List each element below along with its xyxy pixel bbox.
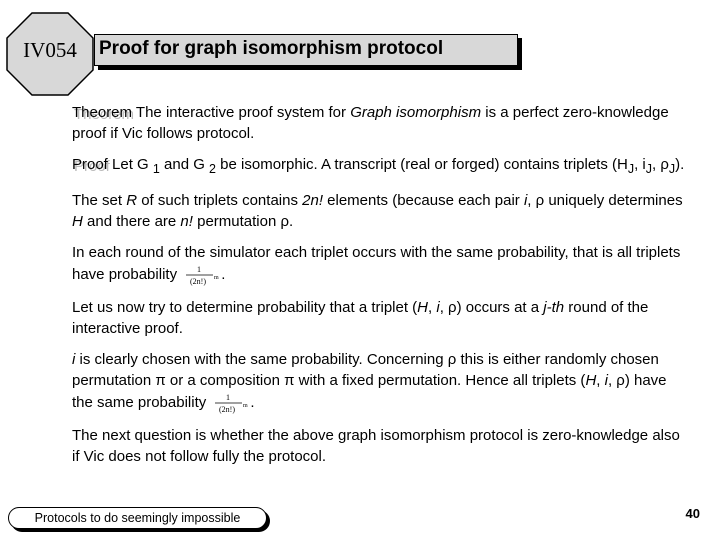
var-i: i — [436, 299, 440, 316]
text: , — [428, 299, 437, 316]
text: and there are — [82, 213, 181, 230]
slide-title: Proof for graph isomorphism protocol — [99, 38, 444, 59]
text: is clearly chosen with the same probability. Concerning ρ this is either randomly chosen permutation π or a composition π with a fixed permutation. Hence all triplets ( — [72, 351, 659, 389]
text: In each round of the simulator each triplet occurs with the same probability, that is all triplets have probability — [72, 244, 681, 283]
var-2n: 2n! — [302, 192, 323, 209]
proof-paragraph — [72, 154, 690, 180]
var-n: n! — [180, 213, 193, 230]
proof-text: be isomorphic. A transcript (real or forged) contains triplets (H — [216, 156, 628, 173]
footer-label-box — [8, 507, 267, 529]
text: . — [221, 265, 226, 283]
theorem-paragraph — [72, 102, 690, 144]
page-number: 40 — [685, 506, 700, 521]
var-i: i — [523, 192, 528, 209]
theorem-label: Theorem — [72, 104, 133, 121]
text: round of the interactive proof. — [72, 299, 649, 337]
text: , ρ) occurs at a — [439, 299, 544, 316]
var-h: H — [72, 213, 83, 230]
var-r: R — [126, 192, 138, 209]
subscript-1: 1 — [152, 162, 160, 176]
theorem-text: The interactive proof system for — [132, 104, 351, 121]
probability-fraction — [183, 263, 219, 287]
theorem-text-end: is a perfect zero-knowledge proof if Vic follows protocol. — [72, 104, 669, 142]
set-paragraph — [72, 190, 690, 232]
frac-exp: m — [243, 403, 249, 409]
frac-num: 1 — [197, 265, 202, 274]
slide-body — [72, 102, 690, 477]
subscript-j: J — [645, 162, 653, 176]
var-h: H — [417, 299, 429, 316]
probability-fraction — [212, 391, 248, 415]
proof-text: and G — [159, 156, 210, 173]
text: elements (because each pair — [323, 192, 524, 209]
var-h: H — [585, 372, 597, 389]
text: , — [596, 372, 605, 389]
text: of such triplets contains — [137, 192, 303, 209]
text: , ρ uniquely determines — [527, 192, 683, 209]
question-paragraph: The next question is whether the above graph isomorphism protocol is zero-knowledge also if Vic does not follow fully the protocol. — [72, 427, 680, 465]
footer-label: Protocols to do seemingly impossible — [34, 511, 241, 525]
proof-text: Let G — [107, 156, 153, 173]
var-j-th: j-th — [543, 299, 565, 316]
var-i: i — [604, 372, 608, 389]
text: permutation ρ. — [192, 213, 294, 230]
theorem-problem: Graph isomorphism — [350, 104, 482, 121]
text: . — [250, 393, 255, 411]
frac-exp: m — [214, 275, 219, 281]
proof-text: , ρ — [652, 156, 669, 173]
title-bar — [94, 34, 518, 66]
text: The set — [72, 192, 127, 209]
proof-label: Proof — [72, 156, 108, 173]
frac-num: 1 — [226, 393, 231, 402]
simulator-paragraph — [72, 242, 690, 287]
var-i: i — [72, 351, 76, 368]
frac-den: (2n!) — [219, 405, 236, 414]
probability-paragraph — [72, 349, 690, 415]
subscript-2: 2 — [209, 162, 216, 176]
text: Let us now try to determine probability that a triplet ( — [72, 299, 418, 316]
subscript-j: J — [668, 162, 676, 176]
slide-code: IV054 — [23, 38, 77, 62]
text: , ρ) have the same probability — [72, 372, 667, 411]
round-paragraph — [72, 297, 690, 339]
proof-text: ). — [675, 156, 685, 173]
proof-text: , i — [634, 156, 646, 173]
subscript-j: J — [627, 162, 635, 176]
frac-den: (2n!) — [190, 277, 207, 286]
